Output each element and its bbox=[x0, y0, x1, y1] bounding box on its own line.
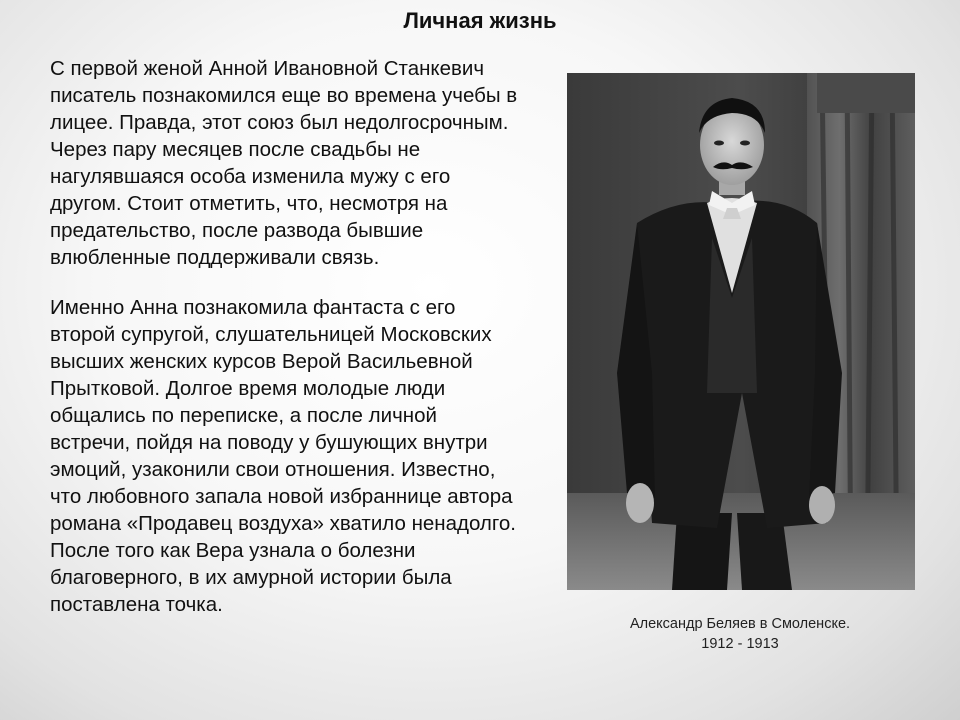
portrait-photo bbox=[567, 73, 915, 590]
caption-line-1: Александр Беляев в Смоленске. bbox=[629, 616, 851, 632]
body-text bbox=[50, 55, 520, 641]
portrait-illustration bbox=[567, 73, 915, 590]
paragraph-1: С первой женой Анной Ивановной Станкевич писатель познакомился еще во времена учебы в лицее. Правда, этот союз был недолгосрочным. Через пару месяцев после свадьбы не нагулявшаяся особа изменила мужу с его другом. Стоит отметить, что, несмотря на предательство, после развода бывшие влюбленные поддерживали связь. bbox=[50, 57, 518, 269]
slide-title: Личная жизнь bbox=[403, 8, 557, 33]
photo-caption bbox=[560, 614, 920, 654]
paragraph-2: Именно Анна познакомила фантаста с его второй супругой, слушательницей Московских высших женских курсов Верой Васильевной Прытковой. Долгое время молодые люди общались по переписке, а после личной встречи, пойдя на поводу у бушующих внутри эмоций, узаконили свои отношения. Известно, что любовного запала новой избраннице автора романа «Продавец воздуха» хватило ненадолго. После того как Вера узнала о болезни благоверного, в их амурной истории была поставлена точка. bbox=[50, 296, 517, 616]
caption-line-2: 1912 - 1913 bbox=[701, 636, 779, 652]
